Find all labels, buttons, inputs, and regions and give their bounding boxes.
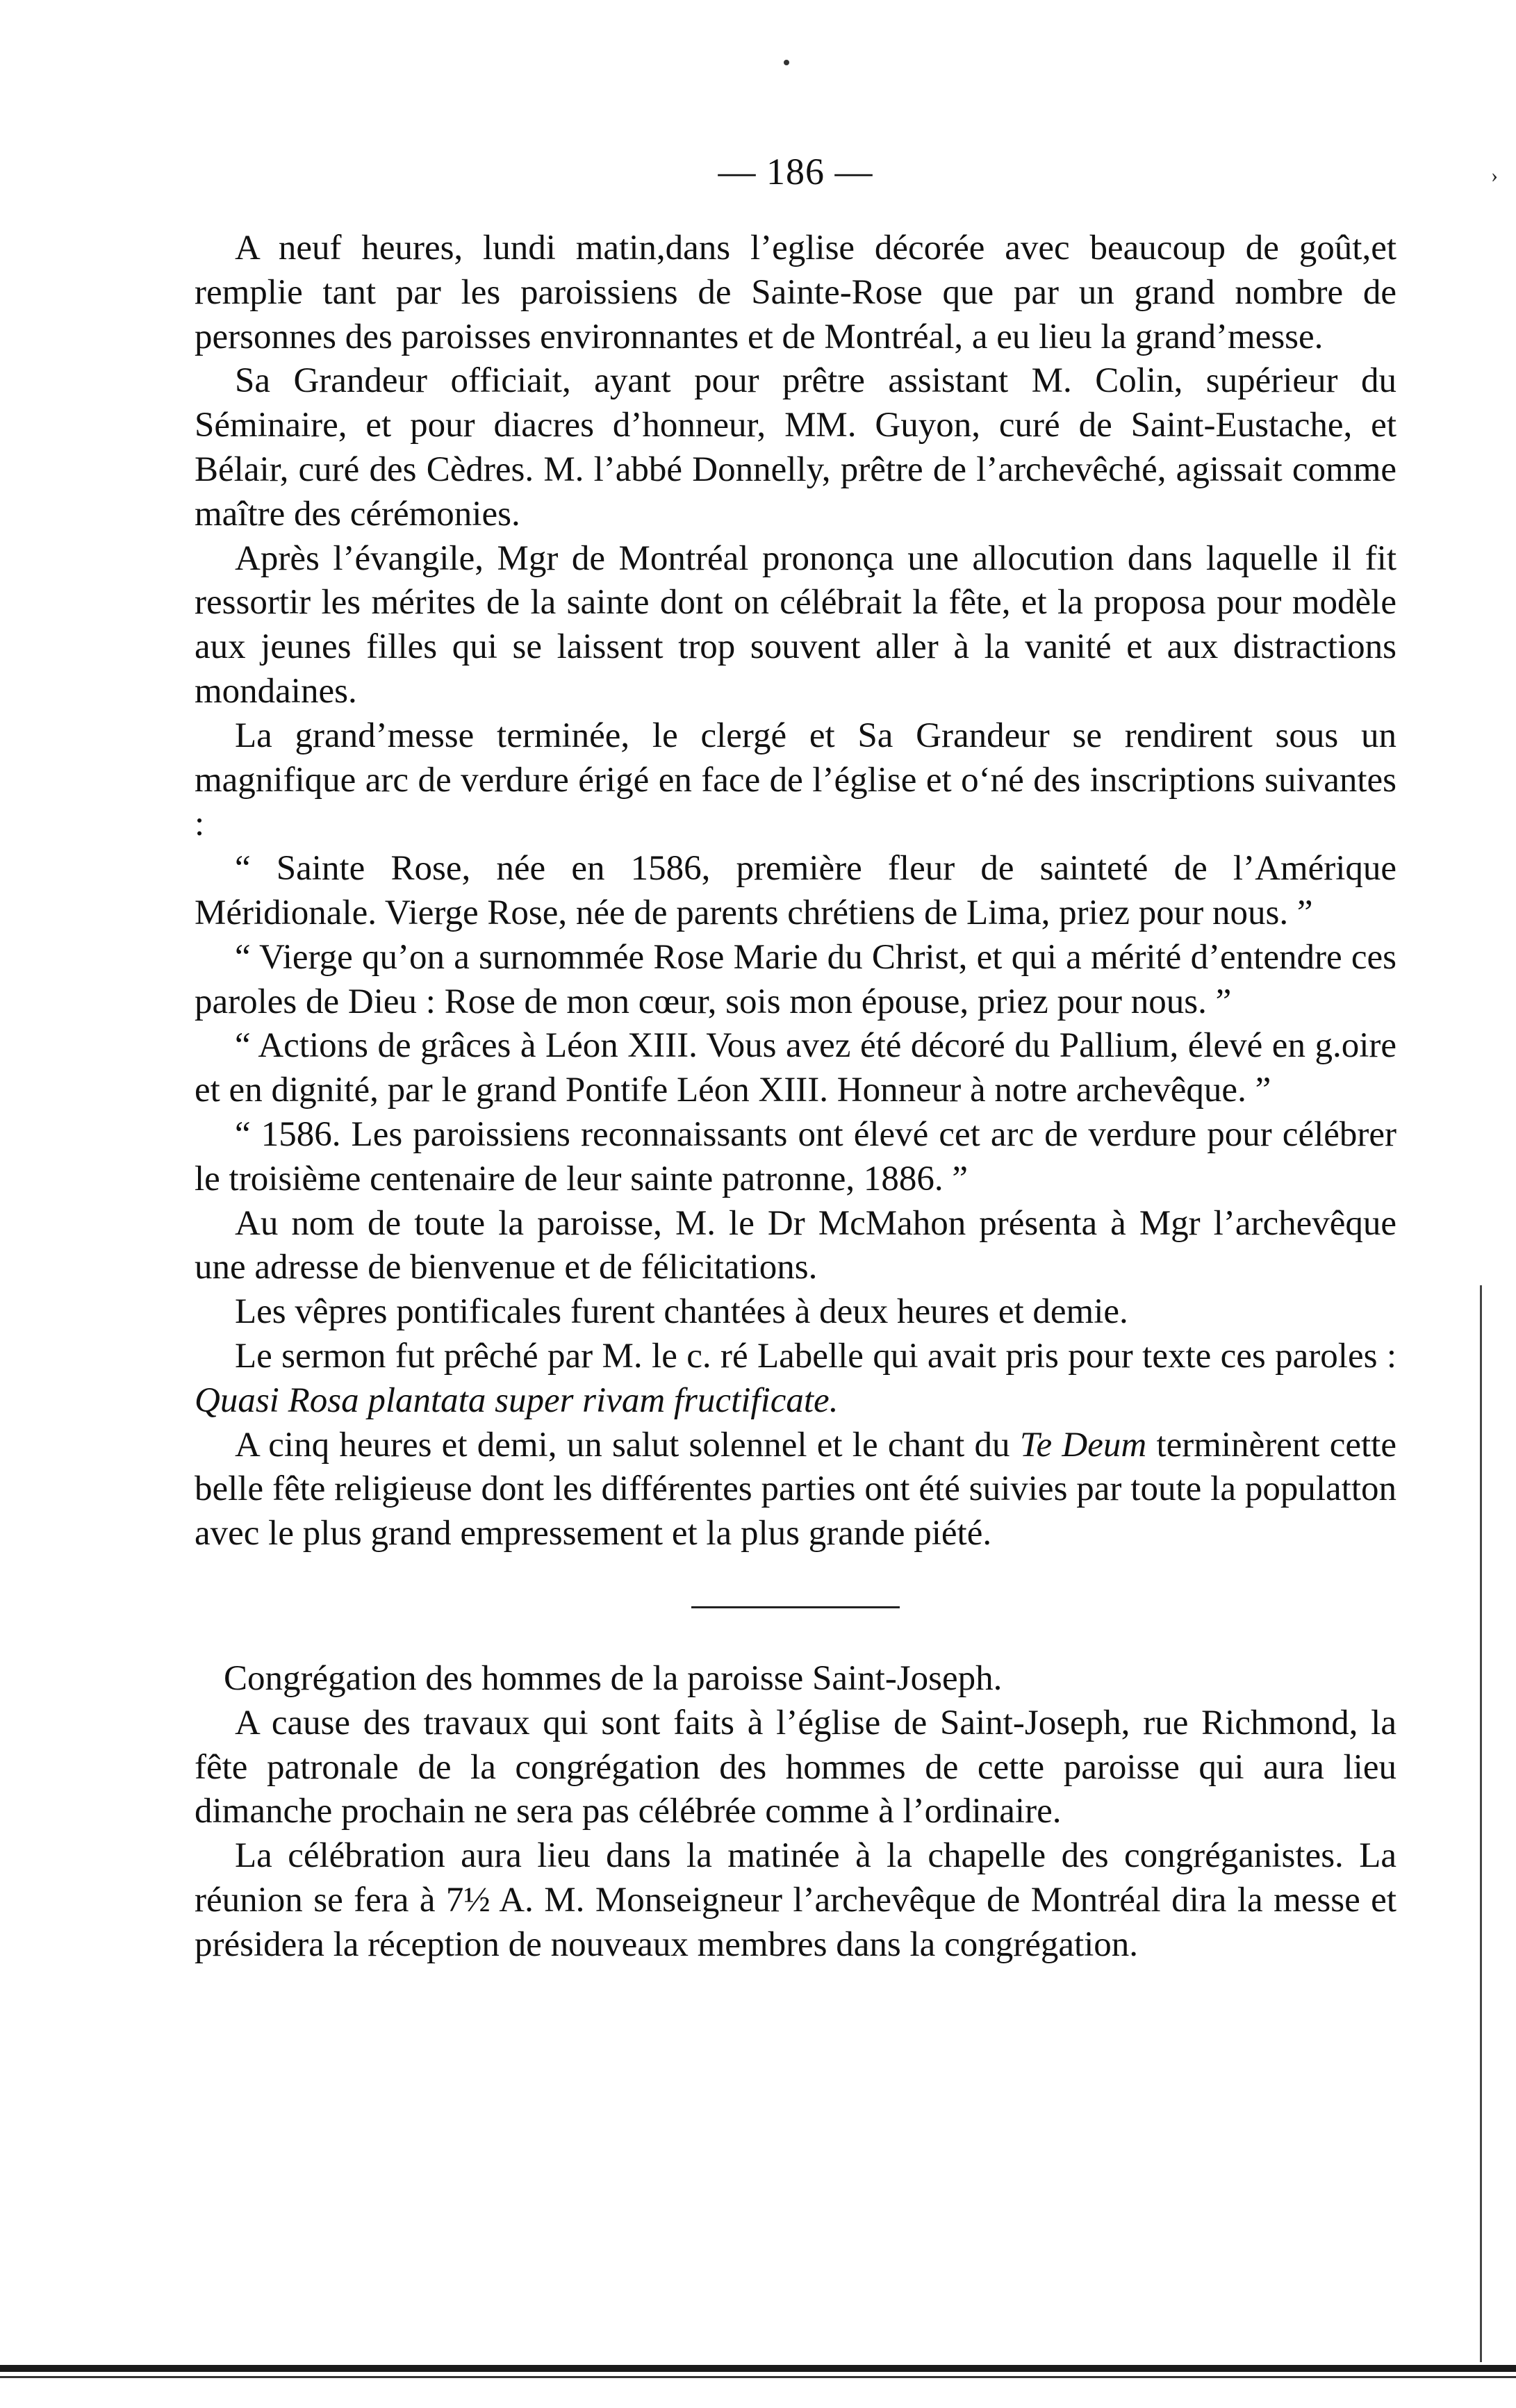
- paragraph: Après l’évangile, Mgr de Montréal prononça une allocution dans laquelle il fit ressortir les mérites de la sainte dont on célébrait la fête, et la proposa pour modèle aux jeunes filles qui se laissent trop souvent aller à la vanité et aux distractions mondaines.: [195, 538, 1396, 711]
- paragraph: A cause des travaux qui sont faits à l’église de Saint-Joseph, rue Richmond, la fête patronale de la congrégation des hommes de cette paroisse qui aura lieu dimanche prochain ne sera pas célébrée comme à l’ordinaire.: [195, 1703, 1396, 1831]
- paragraph: Sa Grandeur officiait, ayant pour prêtre assistant M. Colin, supérieur du Séminaire, et pour diacres d’honneur, MM. Guyon, curé de Saint-Eustache, et Bélair, curé des Cèdres. M. l’abbé Donnelly, prêtre de l’archevêché, agissait comme maître des cérémonies.: [195, 361, 1396, 534]
- document-page: [195, 139, 1396, 2293]
- page-number: — 186 —: [718, 151, 873, 192]
- paragraph: “ Sainte Rose, née en 1586, première fleur de sainteté de l’Amérique Méridionale. Vierge Rose, née de parents chrétiens de Lima, priez pour nous. ”: [195, 849, 1396, 932]
- print-speck: [784, 60, 789, 65]
- te-deum-paragraph: [195, 1424, 1396, 1556]
- paragraph: A neuf heures, lundi matin,dans l’eglise décorée avec beaucoup de goût,et remplie tant par les paroissiens de Sainte-Rose que par un grand nombre de personnes des paroisses environnantes et de Montréal, a eu lieu la grand’messe.: [195, 229, 1396, 356]
- paragraph: La grand’messe terminée, le clergé et Sa Grandeur se rendirent sous un magnifique arc de verdure érigé en face de l’église et o‘né des inscriptions suivantes :: [195, 716, 1396, 844]
- paragraph: La célébration aura lieu dans la matinée à la chapelle des congréganistes. La réunion se fera à 7½ A. M. Monseigneur l’archevêque de Montréal dira la messe et présidera la réception de nouveaux membres dans la congrégation.: [195, 1836, 1396, 1964]
- te-deum-before: A cinq heures et demi, un salut solennel et le chant du: [235, 1425, 1020, 1465]
- sermon-paragraph: [195, 1335, 1396, 1424]
- paragraph: Au nom de toute la paroisse, M. le Dr McMahon présenta à Mgr l’archevêque une adresse de bienvenue et de félicitations.: [195, 1203, 1396, 1287]
- latin-quote: Quasi Rosa plantata super rivam fructificate.: [195, 1380, 839, 1420]
- paragraph: “ Vierge qu’on a surnommée Rose Marie du Christ, et qui a mérité d’entendre ces paroles de Dieu : Rose de mon cœur, sois mon épouse, priez pour nous. ”: [195, 937, 1396, 1021]
- article-body: [195, 226, 1396, 1335]
- section-divider: [691, 1606, 900, 1608]
- paragraph: “ 1586. Les paroissiens reconnaissants ont élevé cet arc de verdure pour célébrer le troisième centenaire de leur sainte patronne, 1886. ”: [195, 1114, 1396, 1198]
- sermon-text: Le sermon fut prêché par M. le c. ré Labelle qui avait pris pour texte ces paroles :: [235, 1336, 1396, 1376]
- corner-mark: ›: [1491, 164, 1498, 187]
- bottom-border-thin: [0, 2376, 1516, 2378]
- section-title: Congrégation des hommes de la paroisse Saint-Joseph.: [224, 1658, 1003, 1698]
- paragraph: Les vêpres pontificales furent chantées à deux heures et demie.: [235, 1292, 1128, 1332]
- section-body: [195, 1701, 1396, 1968]
- page-edge-line: [1480, 1285, 1482, 2362]
- bottom-border: [0, 2365, 1516, 2372]
- te-deum-title: Te Deum: [1019, 1425, 1147, 1465]
- paragraph: “ Actions de grâces à Léon XIII. Vous avez été décoré du Pallium, élevé en g.oire et en dignité, par le grand Pontife Léon XIII. Honneur à notre archevêque. ”: [195, 1026, 1396, 1110]
- te-deum-after: terminèrent cette belle fête religieuse dont les différentes parties ont été suivies par toute la populatton avec le plus grand empressement et la plus grande piété.: [195, 1425, 1396, 1553]
